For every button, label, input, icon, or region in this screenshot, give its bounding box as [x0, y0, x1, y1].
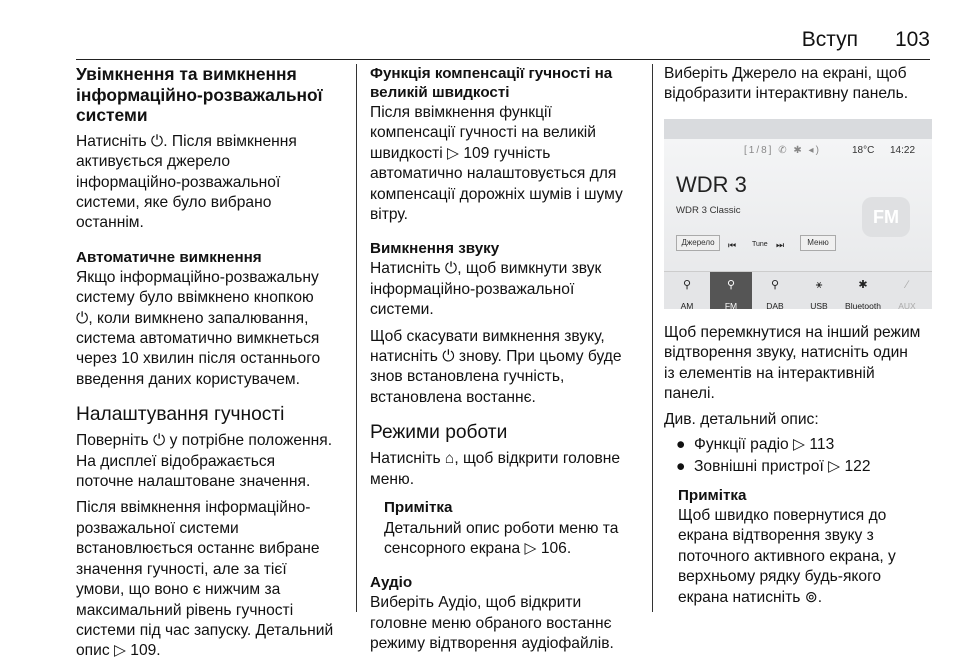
fm-logo-icon: FM	[862, 197, 910, 237]
clock: 14:22	[890, 144, 916, 156]
previous-icon[interactable]: ⏮	[728, 239, 737, 250]
list-item[interactable]: ● Зовнішні пристрої ▷ 122	[664, 457, 934, 477]
paragraph-speed-compensation: Після ввімкнення функції компенсації гучності на великій швидкості ▷ 109 гучність автоматично налаштовується для компенсації дорожніх шумів і шуму вітру.	[370, 104, 623, 224]
antenna-icon: ⚲	[770, 278, 780, 291]
usb-icon: ⚹	[815, 278, 823, 291]
tab-bluetooth[interactable]: ✱ Bluetooth	[842, 272, 884, 309]
temperature: 18°C	[852, 144, 875, 156]
list-item[interactable]: ● Функції радіо ▷ 113	[664, 435, 934, 455]
paragraph-audio: Виберіть Аудіо, щоб відкрити головне меню обраного востаннє режиму відтворення аудіофайлів.	[370, 594, 614, 653]
tab-fm[interactable]: ⚲ FM	[710, 272, 752, 309]
note-title: Примітка	[678, 486, 747, 504]
display-screen	[664, 139, 932, 309]
subtitle-auto-off: Автоматичне вимкнення	[76, 248, 262, 266]
section-title-on-off: Увімкнення та вимкнення інформаційно-розважальної системи	[76, 64, 323, 126]
tab-am[interactable]: ⚲ AM	[666, 272, 708, 309]
paragraph-mute-2: Щоб скасувати вимкнення звуку, натисніть ⏻ знову. При цьому буде знов встановлена гучність, встановлена востаннє.	[370, 327, 622, 406]
column-3	[664, 64, 934, 614]
paragraph-modes: Натисніть ⌂, щоб відкрити головне меню.	[370, 450, 621, 488]
subtitle-speed-compensation: Функція компенсації гучності на великій швидкості	[370, 65, 613, 101]
station-name: WDR 3	[676, 171, 747, 197]
subtitle-audio: Аудіо	[370, 574, 413, 592]
see-also-label: Див. детальний опис:	[664, 411, 819, 429]
bullet-icon: ●	[676, 435, 686, 453]
paragraph-volume-1: Поверніть ⏻ у потрібне положення. На дисплеї відображається поточне налаштоване значення.	[76, 432, 333, 491]
tune-icon[interactable]: Tune	[752, 240, 768, 248]
bluetooth-icon: ✱	[858, 278, 868, 291]
source-button[interactable]: Джерело	[676, 235, 720, 251]
paragraph-switch-source: Щоб перемкнутися на інший режим відтворення звуку, натисніть один із елементів на інтерактивній панелі.	[664, 323, 921, 403]
note-title: Примітка	[384, 499, 453, 517]
bullet-icon: ●	[676, 458, 686, 476]
menu-button[interactable]: Меню	[800, 235, 836, 251]
source-tab-bar	[664, 271, 932, 309]
heading-modes: Режими роботи	[370, 422, 508, 444]
antenna-icon: ⚲	[682, 278, 692, 291]
status-bar	[664, 139, 932, 155]
aux-icon: ∕	[906, 278, 908, 291]
tab-usb[interactable]: ⚹ USB	[798, 272, 840, 309]
paragraph-source: Виберіть Джерело на екрані, щоб відобразити інтерактивну панель.	[664, 65, 909, 103]
heading-volume: Налаштування гучності	[76, 404, 285, 426]
paragraph-volume-2: Після ввімкнення інформаційно- розважальної системи встановлюється останнє вибране значення гучності, але за тієї умови, що воно є нижчим за максимальний рівень гучності системи під час запуску. Детальний опис ▷ 109.	[76, 499, 334, 660]
status-icons: [1/8] ✆ ✱ ◂)	[744, 144, 821, 156]
column-divider-2	[652, 64, 653, 612]
column-2	[370, 64, 645, 661]
next-icon[interactable]: ⏭	[776, 239, 785, 250]
page-number: 103	[894, 28, 930, 51]
paragraph-auto-off: Якщо інформаційно-розважальну систему було ввімкнено кнопкою ⏻, коли вимкнено запалювання, система автоматично вимкнеться через 10 хвилин після останнього введення даних користувачем.	[76, 268, 321, 388]
note-menu: Примітка Детальний опис роботи меню та сенсорного екрана ▷ 106.	[384, 498, 645, 559]
paragraph-on-off: Натисніть ⏻. Після ввімкнення активується джерело інформаційно-розважальної системи, яке було вибрано останнім.	[76, 132, 297, 232]
column-1	[76, 64, 354, 668]
running-title: Вступ	[801, 28, 858, 51]
see-also-list	[664, 435, 934, 478]
column-divider-1	[356, 64, 357, 612]
station-subtitle: WDR 3 Classic	[676, 204, 741, 216]
subtitle-mute: Вимкнення звуку	[370, 240, 500, 258]
tab-dab[interactable]: ⚲ DAB	[754, 272, 796, 309]
note-home: Примітка Щоб швидко повернутися до екрана відтворення звуку з поточного активного екрана, у верхньому рядку будь-якого екрана натисніть ⊚.	[678, 486, 934, 608]
header-rule	[76, 59, 930, 60]
antenna-icon: ⚲	[726, 278, 736, 291]
infotainment-screenshot	[664, 119, 932, 309]
page-header	[76, 26, 930, 60]
paragraph-mute-1: Натисніть ⏻, щоб вимкнути звук інформаційно-розважальної системи.	[370, 260, 602, 319]
tab-aux[interactable]: ∕ AUX	[886, 272, 928, 309]
